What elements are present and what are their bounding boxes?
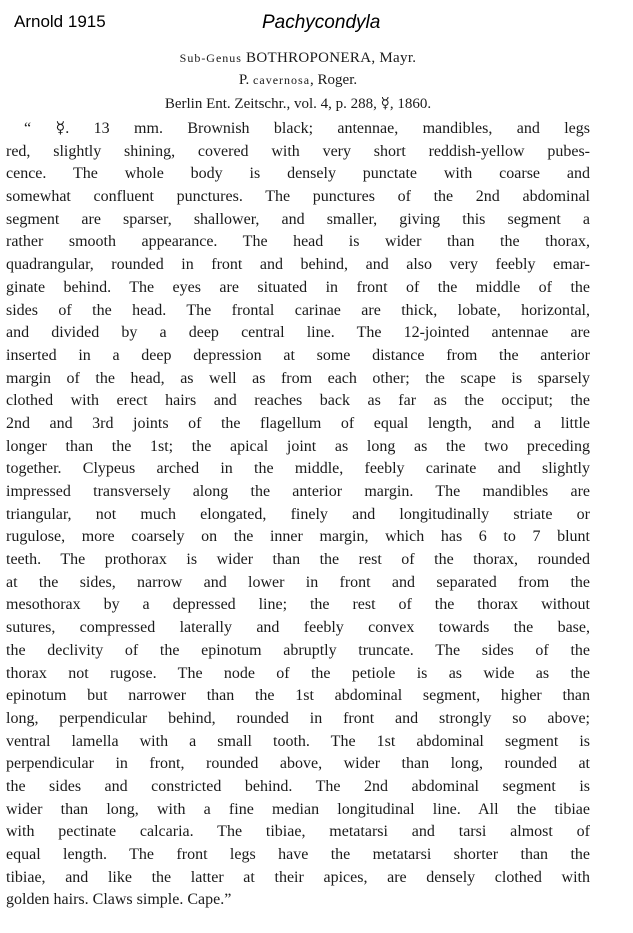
description-line: quadrangular, rounded in front and behind, and also very feebly emar- [6,256,590,274]
description-line: with pectinate calcaria. The tibiae, metatarsi and tarsi almost of [6,823,590,841]
species-heading [6,72,590,94]
description-line: sutures, compressed laterally and feebly convex towards the base, [6,619,590,637]
description-line: margin of the head, as well as from each other; the scape is sparsely [6,369,590,387]
description-line: together. Clypeus arched in the middle, feebly carinate and slightly [6,460,590,478]
description-line: somewhat confluent punctures. The punctures of the 2nd abdominal [6,188,590,206]
species-name: cavernosa [253,73,311,87]
description-line: rugulose, more coarsely on the inner margin, which has 6 to 7 blunt [6,528,590,546]
description-line: and divided by a deep central line. The 12-jointed antennae are [6,324,590,342]
reference-citation: Berlin Ent. Zeitschr., vol. 4, p. 288, ☿, 1860. [164,96,432,112]
description-line: wider than long, with a fine median longitudinal line. All the tibiae [6,800,590,818]
genus-label: Pachycondyla [262,12,381,33]
description-line: thorax not rugose. The node of the petiole is as wide as the [6,664,590,682]
description-line: perpendicular in front, rounded above, wider than long, rounded at [6,755,590,773]
description-line: the sides and constricted behind. The 2nd abdominal segment is [6,777,590,795]
document-page [6,40,590,912]
description-line: clothed with erect hairs and reaches back as far as the occiput; the [6,392,590,410]
author-year-label: Arnold 1915 [14,12,106,31]
description-line: ginate behind. The eyes are situated in front of the middle of the [6,278,590,296]
subgenus-heading [6,50,590,72]
subgenus-name: BOTHROPONERA, Mayr. [246,50,417,66]
description-line: cence. The whole body is densely punctate with coarse and [6,165,590,183]
description-line: equal length. The front legs have the metatarsi shorter than the [6,846,590,863]
description-line: inserted in a deep depression at some distance from the anterior [6,346,590,364]
description-line: 2nd and 3rd joints of the flagellum of equal length, and a little [6,414,590,432]
description-line: the declivity of the epinotum abruptly truncate. The sides of the [6,641,590,659]
description-line: mesothorax by a depressed line; the rest of the thorax without [6,596,590,614]
description-line: long, perpendicular behind, rounded in front and strongly so above; [6,709,590,727]
description-line: impressed transversely along the anterior margin. The mandibles are [6,483,590,500]
description-line: red, slightly shining, covered with very short reddish-yellow pubes- [6,142,590,160]
description-line: longer than the 1st; the apical joint as long as the two preceding [6,437,590,455]
description-line: at the sides, narrow and lower in front and separated from the [6,573,590,591]
description-line: ventral lamella with a small tooth. The 1st abdominal segment is [6,732,590,750]
subgenus-prefix: Sub-Genus [179,51,242,65]
description-line: sides of the head. The frontal carinae are thick, lobate, horizontal, [6,301,590,319]
description-line: “ ☿. 13 mm. Brownish black; antennae, mandibles, and legs [24,120,590,137]
description-line: epinotum but narrower than the 1st abdominal segment, higher than [6,687,590,705]
description-line: rather smooth appearance. The head is wider than the thorax, [6,233,590,251]
species-initial: P. [238,72,250,88]
description-line: teeth. The prothorax is wider than the rest of the thorax, rounded [6,551,590,569]
description-paragraph [6,118,590,912]
description-line: golden hairs. Claws simple. Cape.” [6,891,232,909]
description-line: tibiae, and like the latter at their apices, are densely clothed with [6,868,590,886]
description-line: segment are sparser, shallower, and smaller, giving this segment a [6,210,590,228]
description-line: triangular, not much elongated, finely and longitudinally striate or [6,505,590,523]
species-author: , Roger. [310,72,358,88]
